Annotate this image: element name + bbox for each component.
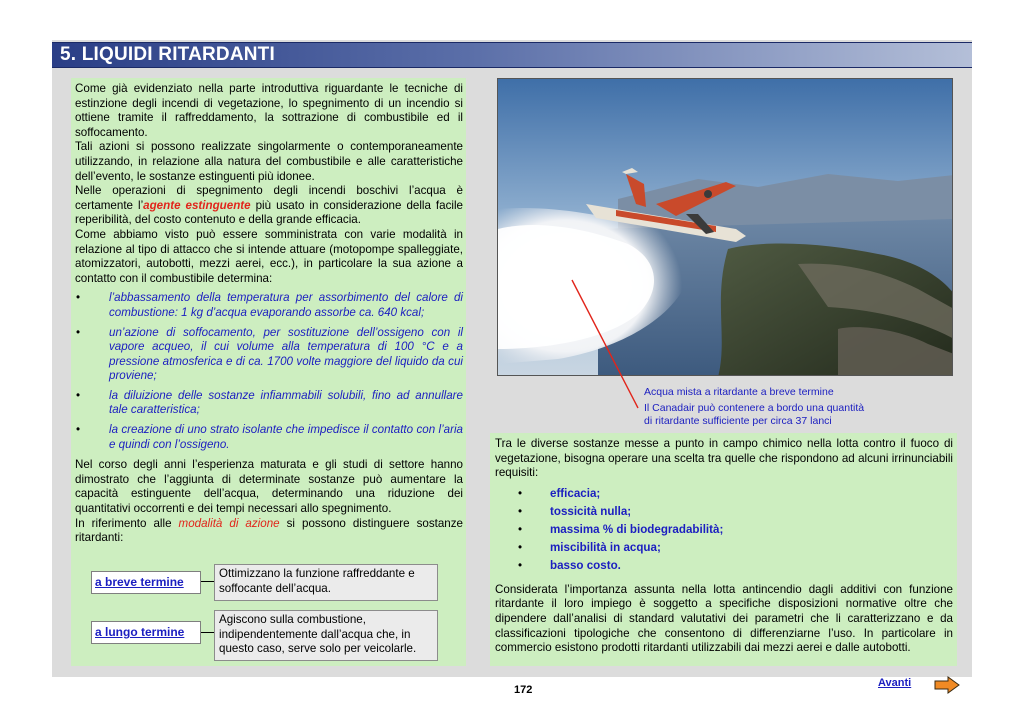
- intro-paragraph: Come già evidenziato nella parte introduttiva riguardante le tecniche di estinzione degli incendi di vegetazione, lo spegnimento di un incendio si ottiene tramite il raffreddamento, la sottrazione di combustibile ed il soffocamento.: [75, 82, 463, 139]
- list-item: • la diluizione delle sostanze infiammabili solubili, fino ad annullare tale caratteristica;: [76, 388, 463, 417]
- caption-line-1: Acqua mista a ritardante a breve termine: [644, 386, 834, 398]
- page-title: 5. LIQUIDI RITARDANTI: [60, 44, 275, 65]
- list-item: • miscibilità in acqua;: [495, 539, 953, 557]
- arrow-right-icon[interactable]: [934, 676, 960, 694]
- short-term-connector: [201, 581, 215, 582]
- bullet-icon: •: [518, 558, 523, 572]
- list-item: • efficacia;: [495, 485, 953, 503]
- list-item: • basso costo.: [495, 557, 953, 575]
- bullet-icon: •: [518, 540, 523, 554]
- right-text-body: [495, 437, 953, 656]
- short-term-description: Ottimizzano la funzione raffreddante e soffocante dell’acqua.: [214, 564, 438, 601]
- regulation-paragraph: Considerata l’importanza assunta nella lotta antincendio dagli additivi con funzione ritardante il loro impiego è soggetto a specifiche disposizioni normative oltre che dipendere dall’analisi di standard valutativi dei parametri che li caratterizzano e da classificazioni tipologiche che consentono di differenziarne l’uso. In particolare in commercio esistono prodotti ritardanti utilizzabili dai mezzi aerei e dalle autobotti.: [495, 582, 953, 655]
- modalita-di-azione-highlight: modalità di azione: [178, 516, 280, 530]
- list-item: • un’azione di soffocamento, per sostituzione dell’ossigeno con il vapore acqueo, il cui volume alla temperatura di 100 °C e a pressione atmosferica e di ca. 1700 volte maggiore del liquido da cui proviene;: [76, 325, 463, 383]
- short-term-box[interactable]: [91, 571, 201, 594]
- requirements-list: [495, 485, 953, 575]
- photo-caption: [644, 386, 864, 428]
- delivery-paragraph: Come abbiamo visto può essere somministrata con varie modalità in relazione al tipo di attacco che si intende attuare (motopompe spalleggiate, atomizzatori, autobotti, mezzi aerei, ecc.), in particolare la sua azione a contatto con il combustibile determina:: [75, 227, 463, 285]
- water-effects-list: [75, 291, 463, 452]
- modalita-paragraph: In riferimento alle modalità di azione si possono distinguere sostanze ritardanti:: [75, 516, 463, 545]
- requirements-intro: Tra le diverse sostanze messe a punto in campo chimico nella lotta contro il fuoco di vegetazione, bisogna operare una scelta tra quelle che rispondono ad alcuni irrinunciabili requisiti:: [495, 437, 953, 480]
- bullet-icon: •: [76, 423, 81, 437]
- left-text-body: [75, 82, 463, 546]
- page-number: 172: [514, 684, 533, 696]
- agente-estinguente-highlight: agente estinguente: [143, 198, 251, 212]
- list-item: • la creazione di uno strato isolante che impedisce il contatto con l’aria e quindi con l’ossigeno.: [76, 423, 463, 451]
- water-paragraph: [75, 184, 463, 228]
- bullet-icon: •: [76, 325, 81, 339]
- long-term-description: Agiscono sulla combustione, indipendentemente dall’acqua che, in questo caso, serve solo per veicolarle.: [214, 610, 438, 661]
- long-term-link[interactable]: a lungo termine: [95, 625, 185, 639]
- bullet-icon: •: [518, 522, 523, 536]
- bullet-icon: •: [518, 504, 523, 518]
- bullet-icon: •: [76, 291, 81, 305]
- list-item: • l’abbassamento della temperatura per assorbimento del calore di combustione: 1 kg d’acqua evaporando assorbe ca. 640 kcal;: [76, 291, 463, 319]
- caption-line-3: di ritardante sufficiente per circa 37 lanci: [644, 415, 832, 427]
- water-text-end: più usato in considerazione della facile reperibilità, del costo contenuto e della grande efficacia.: [75, 198, 463, 227]
- list-item: • massima % di biodegradabilità;: [495, 521, 953, 539]
- long-term-box[interactable]: [91, 621, 201, 644]
- short-term-link[interactable]: a breve termine: [95, 575, 184, 589]
- experience-paragraph: Nel corso degli anni l’esperienza maturata e gli studi di settore hanno dimostrato che l’aggiunta di determinate sostanze può aumentare la capacità estinguente dell’acqua, determinando una riduzione dei quantitativi occorrenti e dei tempi necessari allo spegnimento.: [75, 458, 463, 516]
- next-page-link[interactable]: Avanti: [878, 677, 912, 689]
- list-item: • tossicità nulla;: [495, 503, 953, 521]
- actions-paragraph: Tali azioni si possono realizzate singolarmente o contemporaneamente utilizzando, in relazione alla natura del combustibile e alle caratteristiche dell’evento, le sostanze estinguenti più idonee.: [75, 140, 463, 183]
- water-text-start: Nelle operazioni di spegnimento degli incendi boschivi l’acqua è certamente l’: [75, 184, 463, 212]
- bullet-icon: •: [518, 486, 523, 500]
- caption-line-2: Il Canadair può contenere a bordo una quantità: [644, 402, 865, 414]
- long-term-connector: [201, 632, 215, 633]
- bullet-icon: •: [76, 388, 81, 402]
